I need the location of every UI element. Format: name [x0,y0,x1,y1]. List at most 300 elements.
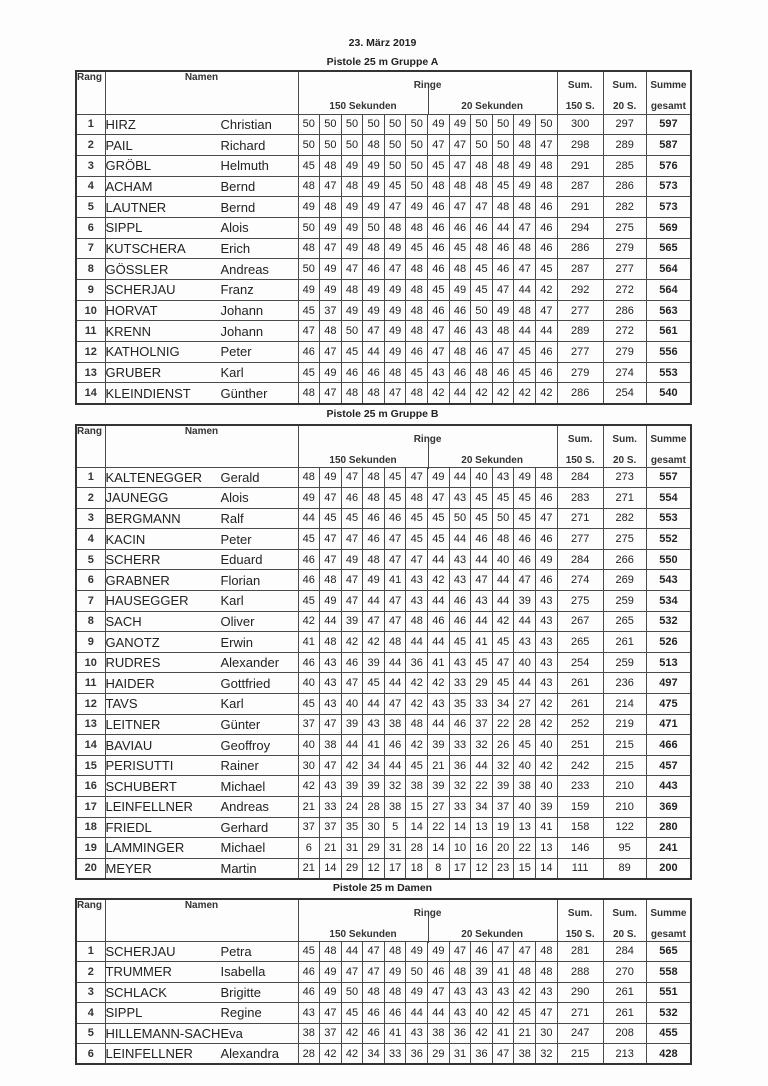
score-cell: 49 [298,488,320,509]
rank-cell: 8 [76,611,105,632]
table-row [76,755,691,776]
score-cell: 42 [406,673,428,694]
score-cell: 43 [492,467,514,488]
score-cell: 50 [363,217,385,238]
score-cell: 32 [384,776,406,797]
score-cell: 28 [298,1044,320,1065]
surname: SCHLACK [105,984,167,1000]
table-row [76,135,691,156]
sum-20-cell: 261 [603,982,646,1003]
score-cell: 49 [341,300,363,321]
sum-150-cell: 294 [557,217,603,238]
sum-20-cell: 286 [603,176,646,197]
name-cell [105,135,298,156]
table-row [76,508,691,529]
score-cell: 39 [514,591,536,612]
score-cell: 47 [492,280,514,301]
surname: ACHAM [105,178,153,194]
firstname: Andreas [220,261,269,277]
score-cell: 47 [320,488,342,509]
score-cell: 47 [384,611,406,632]
table-row [76,797,691,818]
sum-20-cell: 266 [603,549,646,570]
score-cell: 50 [384,135,406,156]
name-cell [105,114,298,135]
score-cell: 30 [298,755,320,776]
score-cell: 46 [514,529,536,550]
results-table-gruppe-b [75,424,692,880]
score-cell: 50 [492,508,514,529]
rank-cell: 16 [76,776,105,797]
name-cell [105,694,298,715]
sum-20-cell: 215 [603,755,646,776]
score-cell: 49 [320,962,342,983]
score-cell: 22 [428,817,450,838]
score-cell: 38 [384,714,406,735]
table-row [76,714,691,735]
table-body [76,467,691,879]
score-cell: 40 [536,735,558,756]
score-cell: 50 [298,217,320,238]
score-cell: 49 [536,549,558,570]
score-cell: 46 [449,611,471,632]
score-cell: 47 [320,383,342,404]
table-body [76,941,691,1064]
name-cell [105,838,298,859]
total-cell: 280 [646,817,691,838]
score-cell: 44 [449,467,471,488]
name-cell [105,342,298,363]
ringe-divider [428,916,429,943]
firstname: Helmuth [220,158,269,174]
score-cell: 42 [536,714,558,735]
sum-150-cell: 286 [557,383,603,404]
sum-20-cell: 259 [603,591,646,612]
score-cell: 44 [406,1003,428,1024]
section-title-gruppe-a: Pistole 25 m Gruppe A [326,56,439,68]
firstname: Günter [220,716,261,732]
total-cell: 565 [646,941,691,962]
sum-20-cell: 215 [603,735,646,756]
score-cell: 44 [536,321,558,342]
firstname: Alexander [220,655,280,671]
header-sum-150-line2: 150 S. [565,455,595,466]
table-row [76,1003,691,1024]
score-cell: 48 [320,321,342,342]
score-cell: 45 [514,735,536,756]
sum-20-cell: 271 [603,488,646,509]
score-cell: 38 [514,1044,536,1065]
total-cell: 563 [646,300,691,321]
score-cell: 47 [320,1003,342,1024]
firstname: Rainer [220,758,259,774]
score-cell: 46 [428,300,450,321]
score-cell: 34 [492,694,514,715]
results-table-damen [75,898,692,1065]
score-cell: 48 [428,176,450,197]
table-row [76,817,691,838]
score-cell: 43 [320,776,342,797]
header-summe-gesamt [646,425,691,467]
score-cell: 46 [536,529,558,550]
score-cell: 47 [341,591,363,612]
firstname: Geoffroy [220,737,271,753]
score-cell: 43 [514,632,536,653]
score-cell: 46 [449,714,471,735]
score-cell: 48 [471,362,493,383]
score-cell: 35 [341,817,363,838]
score-cell: 43 [471,591,493,612]
score-cell: 45 [341,342,363,363]
rank-cell: 5 [76,1023,105,1044]
header-sum-20 [603,899,646,941]
score-cell: 38 [428,1023,450,1044]
table-row [76,529,691,550]
score-cell: 37 [298,817,320,838]
sum-20-cell: 272 [603,280,646,301]
total-cell: 569 [646,217,691,238]
name-cell [105,155,298,176]
header-summe-gesamt [646,71,691,114]
score-cell: 42 [406,694,428,715]
firstname: Oliver [220,613,255,629]
score-cell: 45 [363,673,385,694]
total-cell: 471 [646,714,691,735]
score-cell: 49 [363,300,385,321]
score-cell: 17 [384,858,406,879]
score-cell: 49 [341,549,363,570]
score-cell: 40 [492,549,514,570]
score-cell: 47 [384,383,406,404]
score-cell: 43 [449,1003,471,1024]
score-cell: 46 [428,259,450,280]
firstname: Peter [220,344,252,360]
score-cell: 10 [449,838,471,859]
score-cell: 46 [536,570,558,591]
score-cell: 49 [320,280,342,301]
score-cell: 49 [492,300,514,321]
score-cell: 45 [406,529,428,550]
table-row [76,962,691,983]
score-cell: 45 [536,259,558,280]
table-row [76,549,691,570]
score-cell: 47 [298,321,320,342]
sum-150-cell: 111 [557,858,603,879]
header-sum-150-line1: Sum. [567,434,593,445]
surname: SACH [105,613,142,629]
sum-150-cell: 289 [557,321,603,342]
score-cell: 14 [406,817,428,838]
score-cell: 45 [514,1003,536,1024]
score-cell: 48 [406,714,428,735]
sum-20-cell: 89 [603,858,646,879]
score-cell: 44 [471,611,493,632]
score-cell: 48 [449,259,471,280]
score-cell: 22 [514,838,536,859]
score-cell: 46 [471,529,493,550]
sum-20-cell: 265 [603,611,646,632]
name-cell [105,1023,298,1044]
score-cell: 47 [384,694,406,715]
score-cell: 12 [363,858,385,879]
score-cell: 49 [514,176,536,197]
table-row [76,570,691,591]
score-cell: 43 [471,321,493,342]
score-cell: 48 [514,135,536,156]
sum-150-cell: 283 [557,488,603,509]
score-cell: 48 [320,197,342,218]
score-cell: 14 [320,858,342,879]
table-row [76,611,691,632]
score-cell: 48 [341,176,363,197]
score-cell: 12 [471,858,493,879]
table-body [76,114,691,404]
score-cell: 43 [536,652,558,673]
score-cell: 42 [428,673,450,694]
score-cell: 42 [341,632,363,653]
sum-150-cell: 254 [557,652,603,673]
header-summe-line1: Summe [650,80,687,91]
firstname: Eva [220,1025,243,1041]
total-cell: 200 [646,858,691,879]
total-cell: 543 [646,570,691,591]
score-cell: 42 [428,383,450,404]
sum-20-cell: 273 [603,467,646,488]
sum-20-cell: 214 [603,694,646,715]
firstname: Michael [220,778,266,794]
score-cell: 47 [449,135,471,156]
header-150-sekunden: 150 Sekunden [329,929,397,940]
rank-cell: 14 [76,383,105,404]
score-cell: 48 [320,570,342,591]
score-cell: 48 [536,155,558,176]
score-cell: 6 [298,838,320,859]
score-cell: 50 [471,114,493,135]
score-cell: 44 [298,508,320,529]
table-row [76,176,691,197]
surname: LEINFELLNER [105,799,193,815]
score-cell: 45 [320,508,342,529]
score-cell: 14 [449,817,471,838]
section-title-gruppe-b: Pistole 25 m Gruppe B [326,408,439,420]
score-cell: 37 [298,714,320,735]
name-cell [105,632,298,653]
surname: MEYER [105,860,152,876]
score-cell: 42 [492,383,514,404]
rank-cell: 19 [76,838,105,859]
score-cell: 39 [492,776,514,797]
score-cell: 45 [428,529,450,550]
total-cell: 526 [646,632,691,653]
results-table-gruppe-a [75,70,692,405]
score-cell: 42 [514,982,536,1003]
score-cell: 44 [492,570,514,591]
name-cell [105,280,298,301]
sum-20-cell: 236 [603,673,646,694]
score-cell: 50 [384,155,406,176]
sum-150-cell: 265 [557,632,603,653]
score-cell: 46 [384,735,406,756]
rank-cell: 4 [76,176,105,197]
header-ringe [298,899,557,941]
score-cell: 21 [514,1023,536,1044]
score-cell: 35 [449,694,471,715]
score-cell: 44 [320,611,342,632]
header-namen: Namen [105,425,298,467]
score-cell: 48 [449,176,471,197]
score-cell: 44 [384,755,406,776]
sum-150-cell: 277 [557,300,603,321]
score-cell: 47 [428,135,450,156]
header-sum-150-line1: Sum. [567,80,593,91]
score-cell: 47 [341,467,363,488]
score-cell: 45 [471,508,493,529]
table-row [76,321,691,342]
score-cell: 50 [492,135,514,156]
firstname: Franz [220,282,254,298]
score-cell: 48 [514,300,536,321]
score-cell: 44 [428,549,450,570]
header-150-sekunden: 150 Sekunden [329,455,397,466]
surname: SIPPL [105,1005,143,1021]
sum-150-cell: 300 [557,114,603,135]
score-cell: 18 [406,858,428,879]
score-cell: 47 [492,342,514,363]
score-cell: 32 [471,735,493,756]
surname: HAIDER [105,675,155,691]
score-cell: 45 [406,362,428,383]
score-cell: 50 [363,114,385,135]
score-cell: 48 [406,488,428,509]
rank-cell: 13 [76,714,105,735]
table-row [76,591,691,612]
score-cell: 43 [449,570,471,591]
score-cell: 42 [471,1023,493,1044]
name-cell [105,259,298,280]
score-cell: 49 [320,982,342,1003]
score-cell: 46 [449,321,471,342]
firstname: Brigitte [220,984,261,1000]
score-cell: 50 [471,300,493,321]
score-cell: 38 [384,797,406,818]
score-cell: 50 [298,114,320,135]
name-cell [105,197,298,218]
header-sum-20-line1: Sum. [612,434,637,445]
score-cell: 46 [492,238,514,259]
score-cell: 40 [514,755,536,776]
score-cell: 20 [492,838,514,859]
sum-20-cell: 297 [603,114,646,135]
score-cell: 28 [363,797,385,818]
score-cell: 44 [428,1003,450,1024]
score-cell: 43 [449,549,471,570]
sum-20-cell: 286 [603,300,646,321]
score-cell: 49 [514,467,536,488]
score-cell: 19 [492,817,514,838]
score-cell: 46 [471,342,493,363]
sum-150-cell: 242 [557,755,603,776]
firstname: Karl [220,593,244,609]
sum-20-cell: 122 [603,817,646,838]
score-cell: 46 [428,962,450,983]
score-cell: 47 [320,549,342,570]
score-cell: 48 [471,176,493,197]
score-cell: 50 [341,321,363,342]
score-cell: 47 [406,467,428,488]
score-cell: 46 [298,982,320,1003]
rank-cell: 5 [76,197,105,218]
score-cell: 50 [341,114,363,135]
score-cell: 29 [341,858,363,879]
score-cell: 49 [428,467,450,488]
ringe-divider [428,442,429,469]
surname: KLEINDIENST [105,385,191,401]
score-cell: 45 [514,488,536,509]
total-cell: 428 [646,1044,691,1065]
score-cell: 49 [363,280,385,301]
score-cell: 47 [341,962,363,983]
surname: HORVAT [105,303,158,319]
firstname: Bernd [220,178,256,194]
score-cell: 45 [471,488,493,509]
score-cell: 44 [384,673,406,694]
score-cell: 48 [363,383,385,404]
firstname: Erich [220,240,251,256]
total-cell: 554 [646,488,691,509]
score-cell: 48 [320,941,342,962]
score-cell: 46 [536,217,558,238]
score-cell: 48 [298,238,320,259]
score-cell: 42 [341,1044,363,1065]
score-cell: 45 [449,238,471,259]
sum-20-cell: 272 [603,321,646,342]
score-cell: 31 [384,838,406,859]
firstname: Erwin [220,634,254,650]
score-cell: 49 [514,114,536,135]
table-row [76,114,691,135]
table-row [76,982,691,1003]
score-cell: 28 [406,838,428,859]
score-cell: 42 [492,1003,514,1024]
score-cell: 40 [471,1003,493,1024]
score-cell: 45 [492,488,514,509]
score-cell: 49 [298,280,320,301]
score-cell: 47 [363,962,385,983]
header-sum-150 [557,425,603,467]
name-cell [105,755,298,776]
score-cell: 46 [449,362,471,383]
table-row [76,1023,691,1044]
score-cell: 33 [471,694,493,715]
surname: LAUTNER [105,199,167,215]
header-sum-20-line2: 20 S. [612,929,637,940]
score-cell: 33 [384,1044,406,1065]
name-cell [105,735,298,756]
score-cell: 48 [298,467,320,488]
score-cell: 49 [320,362,342,383]
score-cell: 48 [406,217,428,238]
score-cell: 49 [384,238,406,259]
sum-20-cell: 210 [603,797,646,818]
sum-20-cell: 95 [603,838,646,859]
name-cell [105,467,298,488]
score-cell: 46 [363,1003,385,1024]
score-cell: 44 [471,549,493,570]
score-cell: 44 [428,632,450,653]
surname: HIRZ [105,116,136,132]
header-summe-line2: gesamt [650,101,686,112]
sum-150-cell: 159 [557,797,603,818]
